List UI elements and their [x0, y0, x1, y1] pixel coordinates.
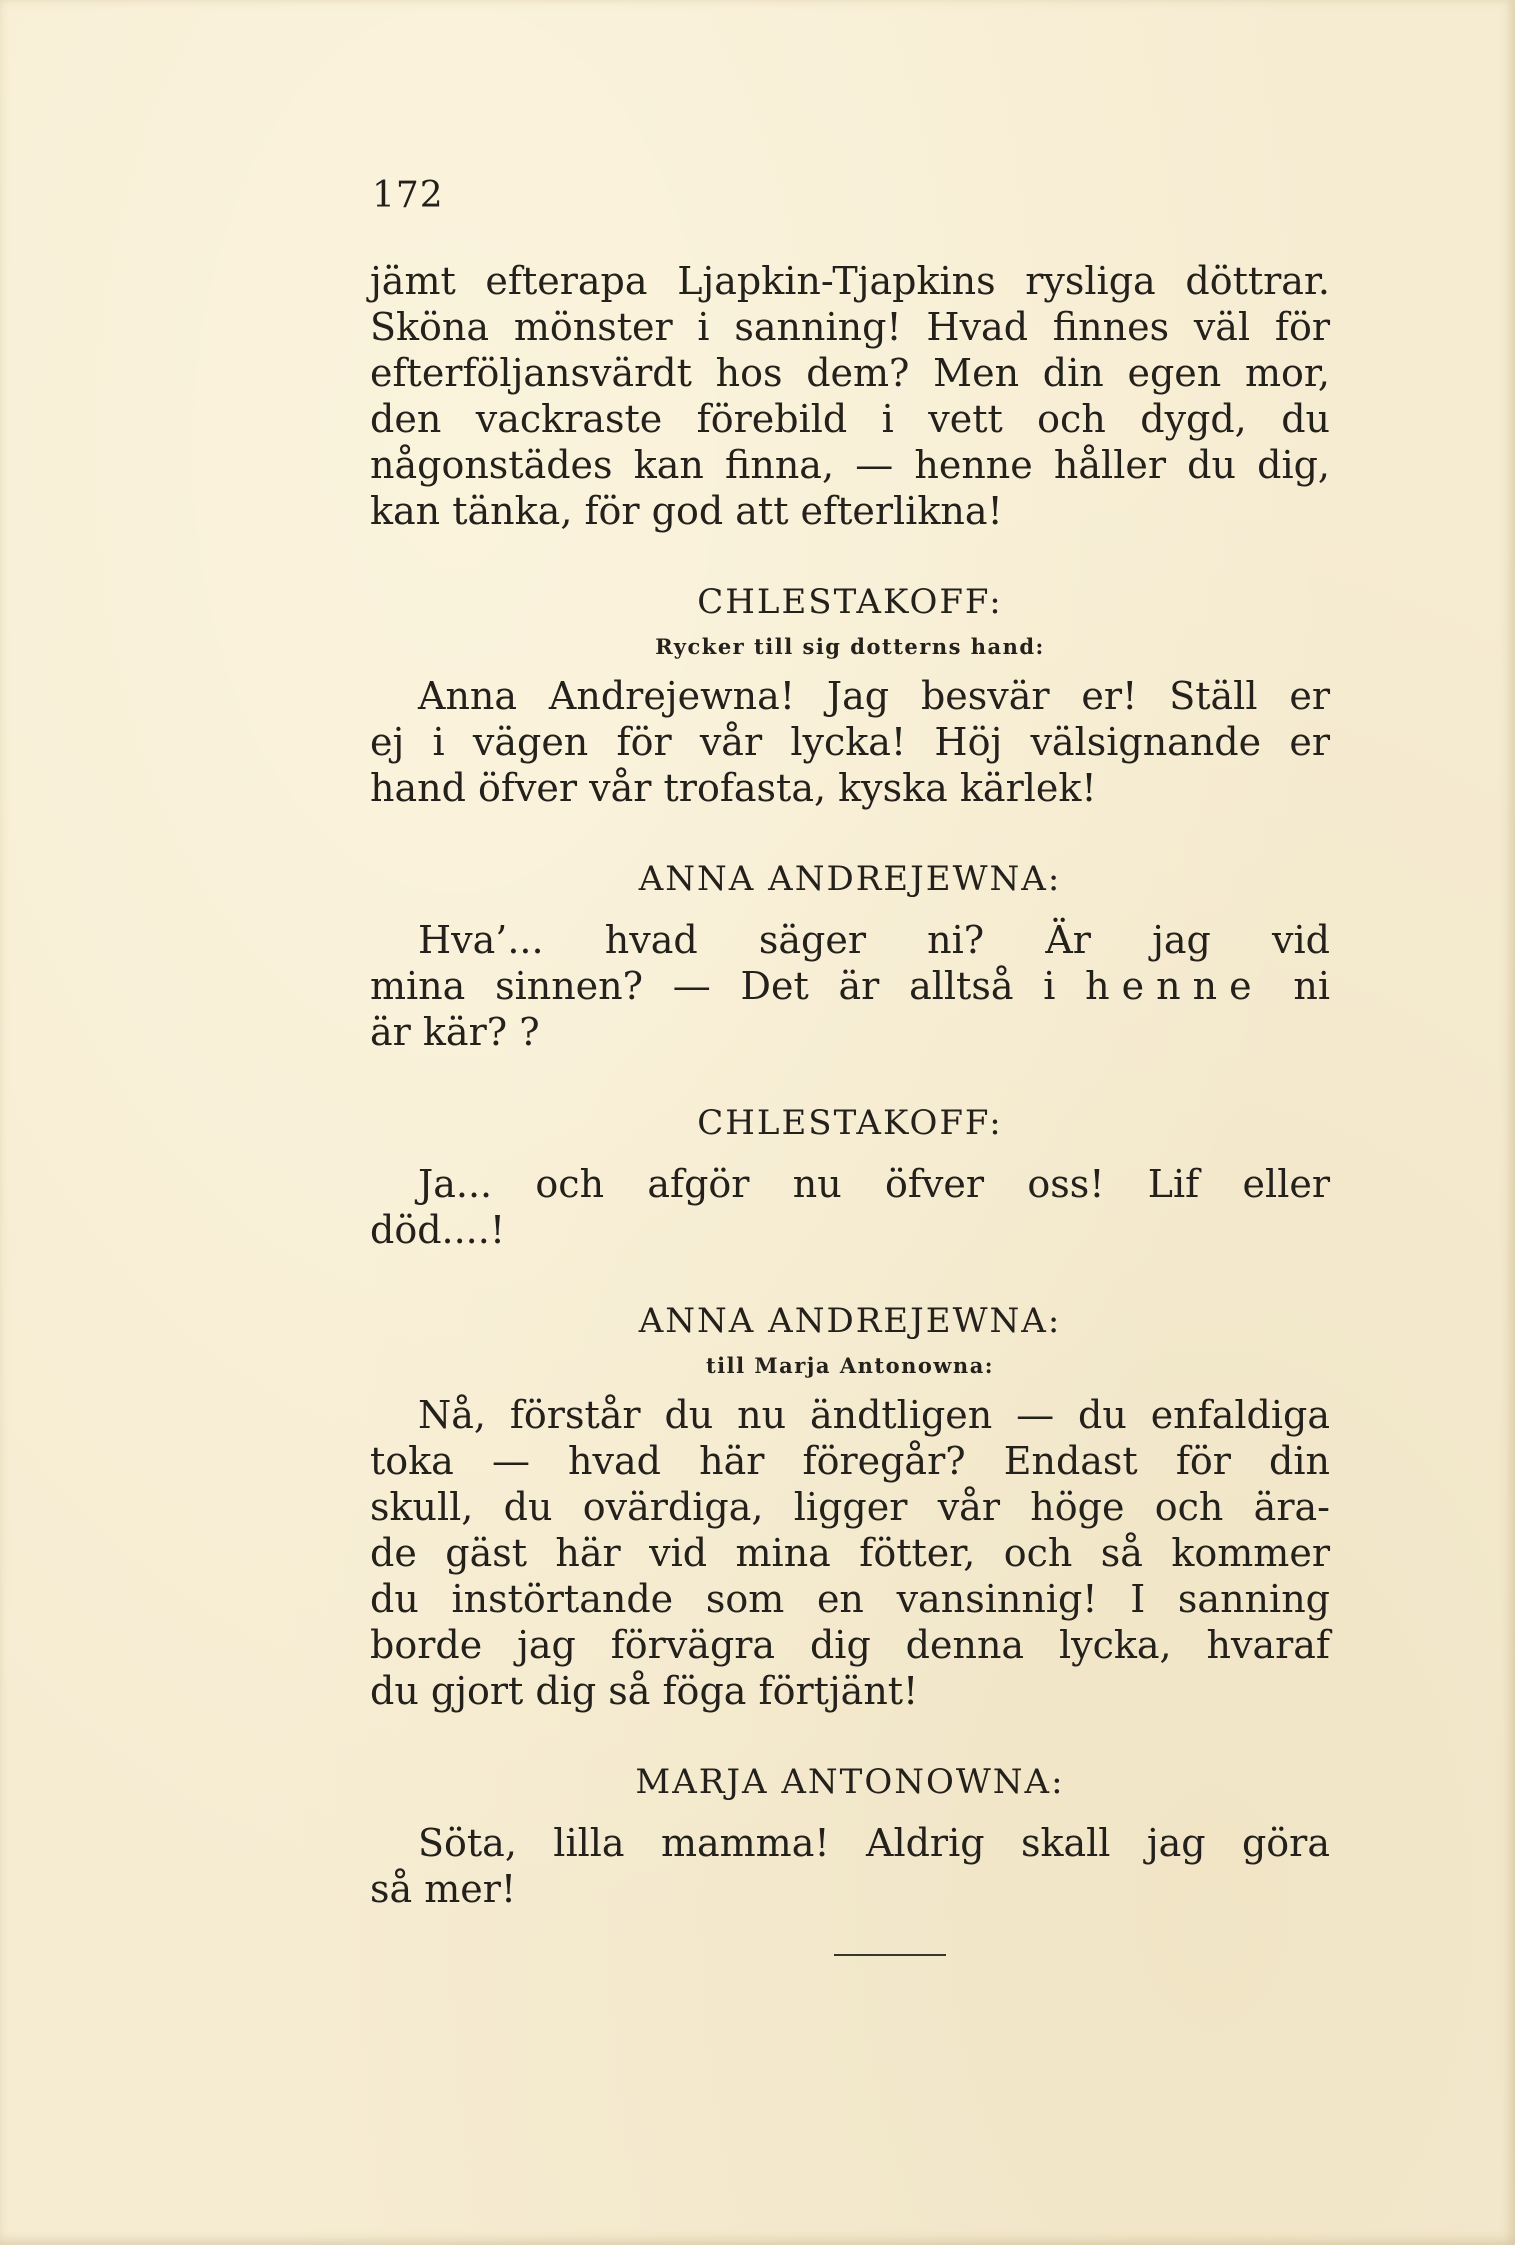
- text-line: [370, 963, 1330, 1009]
- speaker-heading: CHLESTAKOFF:: [697, 582, 1003, 622]
- text-line: den vackraste förebild i vett och dygd, du: [370, 397, 1330, 441]
- speaker-heading: ANNA ANDREJEWNA:: [638, 1301, 1062, 1341]
- text-line: ej i vägen för vår lycka! Höj välsignande er: [370, 720, 1330, 764]
- emphasized-word: henne: [1085, 964, 1264, 1008]
- text-line: Ja... och afgör nu öfver oss! Lif eller: [418, 1162, 1330, 1206]
- paragraph-speech: [370, 673, 1330, 811]
- text-line: du instörtande som en vansinnig! I sanning: [370, 1577, 1330, 1621]
- stage-direction: Rycker till sig dotterns hand:: [655, 634, 1045, 659]
- text-line: skull, du ovärdiga, ligger vår höge och ära-: [370, 1485, 1330, 1529]
- speaker-heading: ANNA ANDREJEWNA:: [638, 859, 1062, 899]
- text-line: Nå, förstår du nu ändtligen — du enfaldiga: [418, 1393, 1330, 1437]
- text-line: död....!: [370, 1208, 506, 1252]
- end-divider: [834, 1954, 946, 1956]
- text-fragment: mina sinnen? — Det är alltså i: [370, 964, 1056, 1008]
- paragraph-speech: [370, 917, 1330, 1055]
- text-line: kan tänka, för god att efterlikna!: [370, 489, 1003, 533]
- text-line: Sköna mönster i sanning! Hvad finnes väl för: [370, 305, 1330, 349]
- paragraph-opening: [370, 258, 1330, 534]
- text-line: är kär? ?: [370, 1010, 540, 1054]
- paragraph-speech: [370, 1161, 1330, 1253]
- page-content: [370, 175, 1330, 1956]
- text-line: Anna Andrejewna! Jag besvär er! Ställ er: [418, 674, 1330, 718]
- paragraph-speech: [370, 1820, 1330, 1912]
- text-line: du gjort dig så föga förtjänt!: [370, 1669, 919, 1713]
- speaker-heading: MARJA ANTONOWNA:: [635, 1762, 1065, 1802]
- text-line: borde jag förvägra dig denna lycka, hvaraf: [370, 1623, 1330, 1667]
- stage-direction: till Marja Antonowna:: [705, 1353, 995, 1378]
- text-line: så mer!: [370, 1867, 517, 1911]
- text-line: någonstädes kan finna, — henne håller du dig,: [370, 443, 1330, 487]
- text-fragment: ni: [1293, 964, 1330, 1008]
- text-line: Söta, lilla mamma! Aldrig skall jag göra: [418, 1821, 1330, 1865]
- paragraph-speech: [370, 1392, 1330, 1714]
- text-line: toka — hvad här föregår? Endast för din: [370, 1439, 1330, 1483]
- page-number: 172: [372, 175, 444, 216]
- text-line: hand öfver vår trofasta, kyska kärlek!: [370, 766, 1097, 810]
- text-line: de gäst här vid mina fötter, och så kommer: [370, 1531, 1330, 1575]
- speaker-heading: CHLESTAKOFF:: [697, 1103, 1003, 1143]
- text-line: efterföljansvärdt hos dem? Men din egen mor,: [370, 351, 1330, 395]
- text-line: Hva’... hvad säger ni? Är jag vid: [418, 918, 1330, 962]
- text-line: jämt efterapa Ljapkin-Tjapkins rysliga döttrar.: [370, 259, 1330, 303]
